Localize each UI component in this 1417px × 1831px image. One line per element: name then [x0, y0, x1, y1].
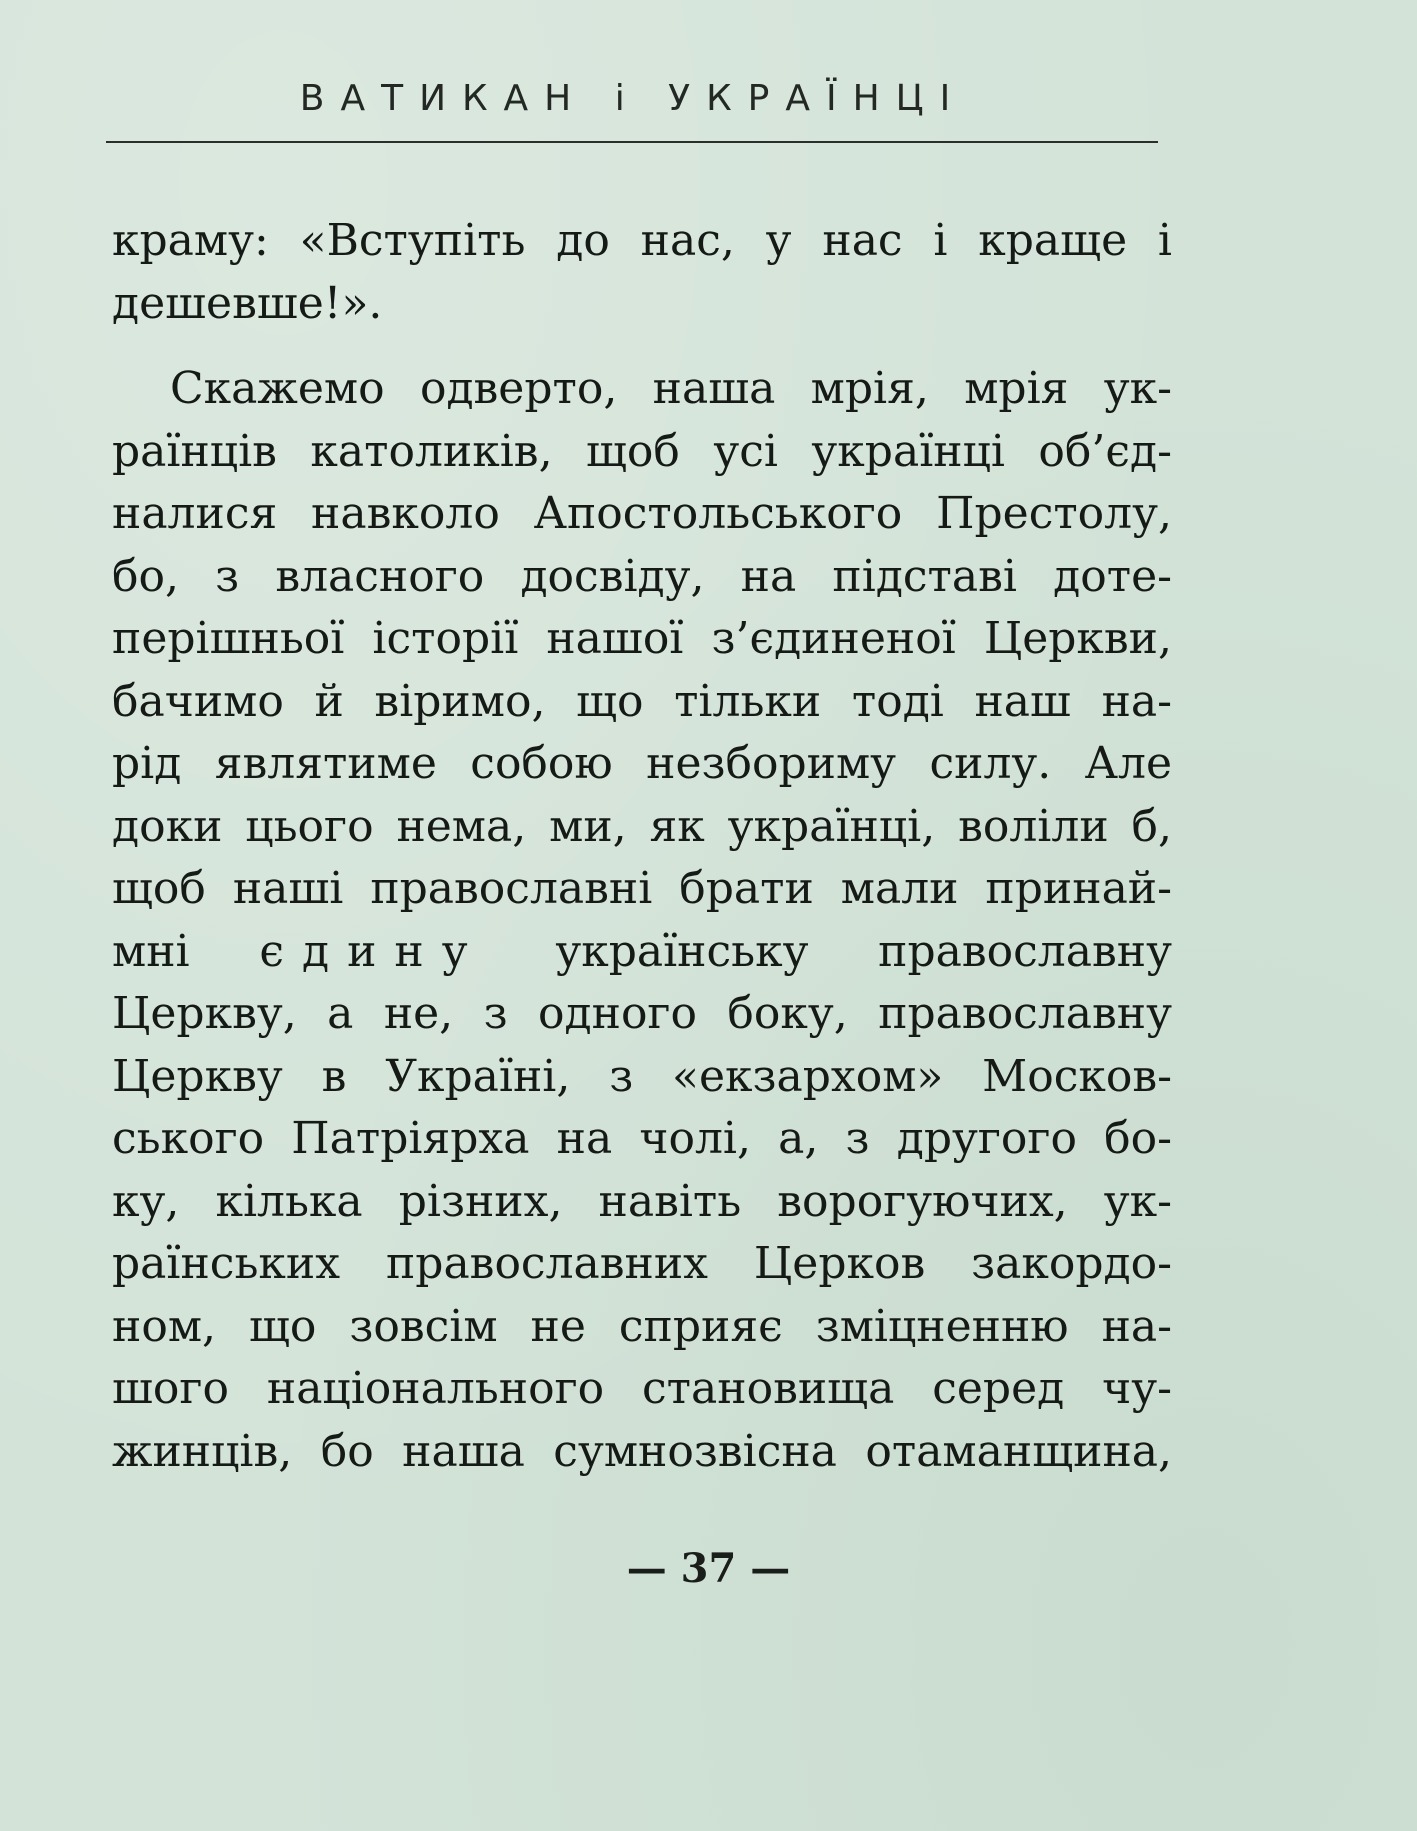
text-line: краму: «Вступіть до нас, у нас і краще і: [112, 215, 1172, 266]
text-line: доки цього нема, ми, як українці, воліли б,: [112, 800, 1172, 852]
spaced-emphasis: єдину: [259, 925, 486, 977]
page-number: — 37 —: [626, 1545, 791, 1592]
text-line-emphasis: [112, 921, 1172, 984]
paragraph-gap: [112, 335, 1172, 358]
running-header: ВАТИКАН і УКРАЇНЦІ: [299, 78, 967, 119]
header-rule: [106, 141, 1158, 143]
text-line: раїнців католиків, щоб усі українці об’єд-: [112, 425, 1172, 477]
text-line: раїнських православних Церков закордо-: [112, 1238, 1172, 1289]
text-line: бо, з власного досвіду, на підставі доте-: [112, 550, 1172, 602]
text-line: щоб наші православні брати мали принай-: [112, 863, 1172, 914]
text-line: дешевше!».: [112, 277, 383, 329]
text-line: рід являтиме собою незбориму силу. Але: [112, 738, 1172, 789]
text-line: Церкву в Україні, з «екзархом» Москов-: [112, 1050, 1172, 1102]
text-line: жинців, бо наша сумнозвісна отаманщина,: [112, 1425, 1172, 1477]
body-text: [112, 210, 1172, 1483]
text-line: Церкву, а не, з одного боку, православну: [112, 988, 1172, 1039]
text-line: налися навколо Апостольського Престолу,: [112, 488, 1172, 539]
text-line: Скажемо одверто, наша мрія, мрія ук-: [170, 363, 1172, 414]
word: мні: [112, 925, 190, 977]
text-line: бачимо й віримо, що тільки тоді наш на-: [112, 675, 1172, 727]
text-line: ку, кілька різних, навіть ворогуючих, ук-: [112, 1175, 1172, 1227]
text-line: ського Патріярха на чолі, а, з другого бо-: [112, 1113, 1172, 1164]
text-line: ном, що зовсім не сприяє зміцненню на-: [112, 1300, 1172, 1352]
word: українську православну: [555, 925, 1172, 977]
text-line: шого національного становища серед чу-: [112, 1363, 1172, 1414]
text-line: перішньої історії нашої з’єдиненої Церкви,: [112, 613, 1172, 664]
